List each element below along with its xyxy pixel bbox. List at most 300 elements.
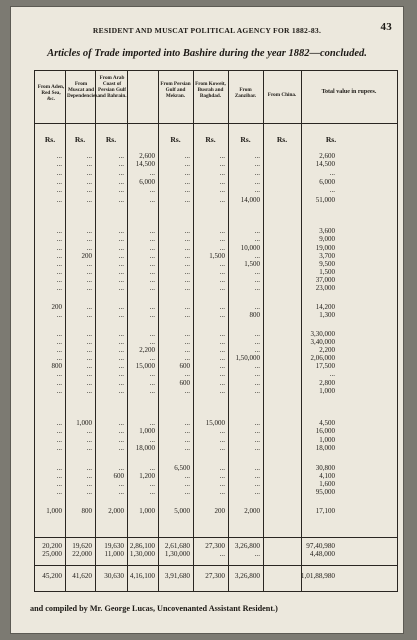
table-cell: ... — [86, 260, 92, 268]
table-cell: ... — [56, 488, 62, 496]
table-cell: 800 — [81, 507, 92, 515]
table-cell: ... — [149, 464, 155, 472]
table-cell: 17,500 — [315, 362, 335, 370]
table-cell: ... — [254, 436, 260, 444]
table-cell: 4,100 — [319, 472, 335, 480]
table-cell: ... — [219, 276, 225, 284]
table-cell: 14,500 — [315, 160, 335, 168]
table-cell: 800 — [249, 311, 260, 319]
table-cell: ... — [118, 169, 124, 177]
currency-label: Rs. — [74, 135, 86, 144]
table-cell: ... — [56, 244, 62, 252]
table-cell: ... — [219, 444, 225, 452]
table-cell: ... — [86, 227, 92, 235]
table-cell: ... — [86, 338, 92, 346]
table-cell: ... — [254, 419, 260, 427]
table-cell: ... — [118, 387, 124, 395]
table-cell: 1,500 — [209, 252, 225, 260]
table-cell: ... — [254, 152, 260, 160]
table-cell: ... — [254, 252, 260, 260]
table-cell: ... — [149, 419, 155, 427]
page-number: 43 — [380, 21, 392, 33]
table-cell: ... — [219, 186, 225, 194]
table-cell: 3,600 — [319, 227, 335, 235]
table-cell: ... — [184, 152, 190, 160]
table-cell: ... — [254, 169, 260, 177]
table-cell: 2,06,000 — [310, 354, 335, 362]
table-cell: 1,000 — [319, 436, 335, 444]
table-cell: ... — [86, 354, 92, 362]
table-cell: ... — [184, 370, 190, 378]
table-cell: ... — [149, 387, 155, 395]
table-cell: 2,000 — [244, 507, 260, 515]
table-cell: ... — [56, 480, 62, 488]
table-cell: 10,000 — [240, 244, 260, 252]
table-cell: ... — [149, 169, 155, 177]
table-cell: ... — [219, 260, 225, 268]
table-cell: ... — [86, 169, 92, 177]
table-cell: ... — [184, 160, 190, 168]
table-cell: 1,50,000 — [235, 354, 260, 362]
table-cell: ... — [56, 346, 62, 354]
table-cell: 19,000 — [315, 244, 335, 252]
table-cell: ... — [254, 178, 260, 186]
table-cell: ... — [86, 152, 92, 160]
grand-total-cell: 45,200 — [42, 572, 62, 580]
subtotal-cell: 11,000 — [104, 550, 124, 558]
table-cell: ... — [149, 244, 155, 252]
table-cell: 800 — [51, 362, 62, 370]
table-cell: ... — [184, 330, 190, 338]
table-cell: ... — [149, 379, 155, 387]
table-cell: ... — [56, 227, 62, 235]
currency-label: Rs. — [205, 135, 216, 144]
table-cell: ... — [219, 362, 225, 370]
col-rule — [263, 71, 264, 591]
table-cell: ... — [219, 370, 225, 378]
table-cell: ... — [184, 427, 190, 435]
currency-label: Rs. — [240, 135, 251, 144]
table-cell: 200 — [51, 303, 62, 311]
table-cell: 1,000 — [46, 507, 62, 515]
currency-label: Rs. — [105, 135, 117, 144]
table-cell: ... — [86, 387, 92, 395]
table-cell: ... — [149, 276, 155, 284]
table-cell: ... — [329, 186, 335, 194]
table-cell: 2,600 — [139, 152, 155, 160]
table-cell: ... — [254, 480, 260, 488]
table-cell: ... — [86, 196, 92, 204]
table-cell: 1,500 — [319, 268, 335, 276]
table-cell: ... — [118, 311, 124, 319]
table-cell: 9,500 — [319, 260, 335, 268]
grand-total-rule — [35, 565, 397, 566]
table-cell: ... — [329, 370, 335, 378]
currency-label: Rs. — [170, 135, 181, 144]
table-cell: ... — [56, 419, 62, 427]
table-cell: ... — [254, 464, 260, 472]
table-cell: 200 — [81, 252, 92, 260]
table-cell: ... — [254, 303, 260, 311]
table-cell: ... — [118, 354, 124, 362]
table-cell: ... — [219, 284, 225, 292]
table-cell: 2,800 — [319, 379, 335, 387]
table-cell: ... — [118, 346, 124, 354]
table-cell: ... — [118, 464, 124, 472]
table-cell: ... — [184, 244, 190, 252]
table-cell: ... — [219, 244, 225, 252]
table-cell: ... — [219, 152, 225, 160]
table-cell: ... — [219, 436, 225, 444]
table-cell: ... — [184, 338, 190, 346]
table-cell: ... — [254, 235, 260, 243]
table-cell: 2,200 — [139, 346, 155, 354]
table-cell: ... — [184, 303, 190, 311]
table-cell: 14,200 — [315, 303, 335, 311]
table-cell: ... — [184, 419, 190, 427]
table-cell: ... — [184, 284, 190, 292]
table-cell: 3,30,000 — [310, 330, 335, 338]
table-cell: 15,000 — [135, 362, 155, 370]
table-cell: 1,000 — [139, 427, 155, 435]
table-cell: 15,000 — [205, 419, 225, 427]
table-cell: ... — [56, 260, 62, 268]
table-cell: ... — [86, 480, 92, 488]
table-cell: ... — [219, 235, 225, 243]
table-cell: ... — [219, 227, 225, 235]
grand-total-cell: 3,91,680 — [164, 572, 190, 580]
table-cell: ... — [149, 284, 155, 292]
table-cell: 2,000 — [108, 507, 124, 515]
table-cell: ... — [86, 178, 92, 186]
table-cell: ... — [118, 252, 124, 260]
table-cell: ... — [86, 311, 92, 319]
grand-total-cell: 1,01,88,980 — [300, 572, 335, 580]
subtotal-cell: 97,40,980 — [306, 542, 335, 550]
table-cell: ... — [149, 268, 155, 276]
table-cell: ... — [56, 152, 62, 160]
table-cell: ... — [118, 436, 124, 444]
table-cell: ... — [56, 268, 62, 276]
table-cell: ... — [118, 370, 124, 378]
table-cell: 3,40,000 — [310, 338, 335, 346]
column-header: From Zanzibar. — [234, 87, 257, 99]
subtotal-cell: 20,200 — [42, 542, 62, 550]
column-header: From Persian Gulf and Mekran. — [160, 81, 191, 99]
table-cell: ... — [149, 354, 155, 362]
table-cell: ... — [184, 436, 190, 444]
table-cell: ... — [149, 370, 155, 378]
table-cell: ... — [149, 338, 155, 346]
table-cell: ... — [56, 436, 62, 444]
table-cell: ... — [184, 444, 190, 452]
table-cell: ... — [254, 472, 260, 480]
table-cell: ... — [219, 311, 225, 319]
table-cell: ... — [56, 196, 62, 204]
table-cell: ... — [254, 284, 260, 292]
table-cell: ... — [254, 186, 260, 194]
table-cell: ... — [219, 354, 225, 362]
table-cell: ... — [86, 330, 92, 338]
table-cell: ... — [184, 186, 190, 194]
table-cell: ... — [86, 346, 92, 354]
table-cell: ... — [254, 387, 260, 395]
table-cell: ... — [184, 178, 190, 186]
table-cell: ... — [56, 427, 62, 435]
table-cell: ... — [86, 186, 92, 194]
table-cell: ... — [118, 227, 124, 235]
table-cell: ... — [184, 311, 190, 319]
table-cell: ... — [219, 303, 225, 311]
table-cell: 6,000 — [319, 178, 335, 186]
table-cell: ... — [149, 227, 155, 235]
table-cell: ... — [184, 196, 190, 204]
table-cell: ... — [184, 488, 190, 496]
table-cell: ... — [86, 370, 92, 378]
table-cell: ... — [86, 235, 92, 243]
table-cell: ... — [149, 436, 155, 444]
table-cell: ... — [184, 387, 190, 395]
table-cell: ... — [184, 227, 190, 235]
table-cell: 600 — [179, 362, 190, 370]
table-cell: ... — [184, 169, 190, 177]
table-cell: ... — [56, 354, 62, 362]
table-cell: ... — [118, 427, 124, 435]
grand-total-cell: 3,26,800 — [234, 572, 260, 580]
table-cell: ... — [149, 480, 155, 488]
subtotal-cell: 25,000 — [42, 550, 62, 558]
subtotal-cell: 2,86,100 — [129, 542, 155, 550]
table-cell: ... — [118, 268, 124, 276]
table-cell: ... — [219, 464, 225, 472]
currency-label: Rs. — [44, 135, 56, 144]
table-cell: ... — [149, 488, 155, 496]
table-cell: ... — [118, 235, 124, 243]
table-cell: ... — [118, 160, 124, 168]
table-cell: ... — [254, 268, 260, 276]
table-cell: 3,700 — [319, 252, 335, 260]
subtotal-cell: ... — [254, 550, 260, 558]
table-cell: 14,500 — [135, 160, 155, 168]
subtotal-cell: 19,630 — [104, 542, 124, 550]
table-cell: ... — [118, 444, 124, 452]
table-cell: ... — [254, 338, 260, 346]
table-cell: ... — [56, 235, 62, 243]
subtotal-cell: 22,000 — [72, 550, 92, 558]
currency-label: Rs. — [276, 135, 288, 144]
table-cell: ... — [86, 276, 92, 284]
table-cell: 14,000 — [240, 196, 260, 204]
table-cell: ... — [184, 276, 190, 284]
table-cell: ... — [219, 387, 225, 395]
table-cell: ... — [254, 160, 260, 168]
table-subtitle: Articles of Trade imported into Bashire during the year 1882—concluded. — [47, 48, 367, 59]
table-cell: ... — [86, 464, 92, 472]
table-cell: 9,000 — [319, 235, 335, 243]
subtotal-cell: 1,30,000 — [164, 550, 190, 558]
table-cell: 23,000 — [315, 284, 335, 292]
table-cell: 1,200 — [139, 472, 155, 480]
table-cell: ... — [56, 338, 62, 346]
compiled-by-note: and compiled by Mr. George Lucas, Uncovenanted Assistant Resident.) — [30, 604, 278, 613]
table-cell: 5,000 — [174, 507, 190, 515]
totals-rule — [35, 537, 397, 538]
table-cell: ... — [56, 464, 62, 472]
table-cell: ... — [86, 488, 92, 496]
table-cell: ... — [219, 196, 225, 204]
grand-total-cell: 27,300 — [205, 572, 225, 580]
table-cell: ... — [149, 330, 155, 338]
column-header: Total value in rupees. — [321, 89, 377, 95]
table-cell: 30,800 — [315, 464, 335, 472]
subtotal-cell: 3,26,800 — [234, 542, 260, 550]
table-cell: ... — [254, 488, 260, 496]
table-cell: ... — [118, 480, 124, 488]
table-cell: ... — [254, 370, 260, 378]
table-cell: ... — [254, 276, 260, 284]
subtotal-cell: ... — [219, 550, 225, 558]
table-cell: ... — [86, 444, 92, 452]
table-cell: ... — [219, 268, 225, 276]
table-cell: 4,500 — [319, 419, 335, 427]
table-cell: ... — [56, 330, 62, 338]
table-cell: ... — [56, 370, 62, 378]
table-cell: ... — [118, 244, 124, 252]
table-cell: ... — [86, 244, 92, 252]
table-cell: ... — [184, 354, 190, 362]
table-cell: ... — [56, 186, 62, 194]
table-cell: ... — [254, 379, 260, 387]
table-cell: ... — [219, 472, 225, 480]
table-cell: ... — [86, 268, 92, 276]
table-cell: 200 — [214, 507, 225, 515]
document-page — [10, 6, 404, 634]
table-cell: ... — [86, 436, 92, 444]
subtotal-cell: 2,61,680 — [164, 542, 190, 550]
table-cell: ... — [329, 169, 335, 177]
column-header: From Arab Coast of Persian Gulf and Bahrain. — [97, 75, 127, 99]
table-cell: ... — [86, 472, 92, 480]
table-cell: ... — [56, 178, 62, 186]
column-header: From Aden, Red Sea, &c. — [37, 84, 65, 102]
table-cell: ... — [219, 379, 225, 387]
table-cell: ... — [56, 472, 62, 480]
table-cell: ... — [184, 235, 190, 243]
table-cell: 1,000 — [319, 387, 335, 395]
table-cell: ... — [118, 338, 124, 346]
subtotal-cell: 1,30,000 — [129, 550, 155, 558]
table-cell: ... — [86, 303, 92, 311]
table-cell: ... — [118, 303, 124, 311]
table-cell: 600 — [113, 472, 124, 480]
table-cell: ... — [86, 362, 92, 370]
table-cell: ... — [149, 303, 155, 311]
table-cell: 600 — [179, 379, 190, 387]
subtotal-cell: 27,300 — [205, 542, 225, 550]
grand-total-cell: 41,620 — [72, 572, 92, 580]
table-cell: ... — [56, 311, 62, 319]
column-header: From China. — [267, 92, 297, 98]
table-cell: ... — [254, 427, 260, 435]
table-cell: ... — [219, 178, 225, 186]
table-cell: ... — [149, 260, 155, 268]
table-cell: ... — [56, 379, 62, 387]
table-cell: ... — [86, 160, 92, 168]
table-cell: ... — [118, 186, 124, 194]
table-cell: ... — [254, 362, 260, 370]
table-cell: ... — [118, 178, 124, 186]
table-cell: ... — [118, 379, 124, 387]
table-cell: 37,000 — [315, 276, 335, 284]
table-cell: ... — [184, 260, 190, 268]
table-cell: ... — [118, 362, 124, 370]
table-cell: ... — [56, 444, 62, 452]
table-cell: ... — [219, 427, 225, 435]
table-cell: ... — [219, 330, 225, 338]
table-cell: ... — [219, 160, 225, 168]
table-cell: 51,000 — [315, 196, 335, 204]
table-cell: 2,200 — [319, 346, 335, 354]
table-cell: ... — [219, 338, 225, 346]
table-cell: ... — [118, 260, 124, 268]
table-cell: 6,000 — [139, 178, 155, 186]
table-cell: ... — [118, 419, 124, 427]
table-cell: 6,500 — [174, 464, 190, 472]
table-cell: ... — [184, 472, 190, 480]
table-cell: ... — [149, 186, 155, 194]
table-cell: ... — [219, 346, 225, 354]
table-cell: ... — [219, 488, 225, 496]
table-cell: 1,000 — [76, 419, 92, 427]
table-cell: 1,500 — [244, 260, 260, 268]
table-cell: ... — [184, 268, 190, 276]
table-cell: ... — [254, 330, 260, 338]
table-cell: 1,000 — [139, 507, 155, 515]
table-cell: ... — [118, 284, 124, 292]
table-cell: ... — [56, 169, 62, 177]
table-cell: ... — [118, 488, 124, 496]
grand-total-cell: 30,630 — [104, 572, 124, 580]
running-title: RESIDENT AND MUSCAT POLITICAL AGENCY FOR 1882-83. — [92, 26, 322, 35]
table-cell: ... — [56, 276, 62, 284]
currency-label: Rs. — [325, 135, 337, 144]
table-cell: 1,300 — [319, 311, 335, 319]
table-cell: ... — [184, 346, 190, 354]
table-cell: 18,000 — [135, 444, 155, 452]
table-cell: ... — [56, 387, 62, 395]
table-cell: ... — [254, 227, 260, 235]
table-cell: ... — [56, 252, 62, 260]
table-cell: ... — [254, 346, 260, 354]
table-cell: ... — [86, 427, 92, 435]
table-cell: ... — [149, 235, 155, 243]
table-cell: 16,000 — [315, 427, 335, 435]
subtotal-cell: 19,620 — [72, 542, 92, 550]
table-cell: ... — [56, 160, 62, 168]
table-cell: ... — [184, 252, 190, 260]
table-cell: ... — [118, 330, 124, 338]
grand-total-cell: 4,16,100 — [129, 572, 155, 580]
column-header: From Koweit, Busrah and Baghdad. — [195, 81, 226, 99]
table-cell: ... — [254, 444, 260, 452]
trade-table — [34, 70, 398, 592]
table-cell: 2,600 — [319, 152, 335, 160]
table-cell: ... — [149, 196, 155, 204]
table-cell: 95,000 — [315, 488, 335, 496]
table-cell: 1,600 — [319, 480, 335, 488]
table-cell: ... — [149, 252, 155, 260]
table-cell: ... — [219, 480, 225, 488]
